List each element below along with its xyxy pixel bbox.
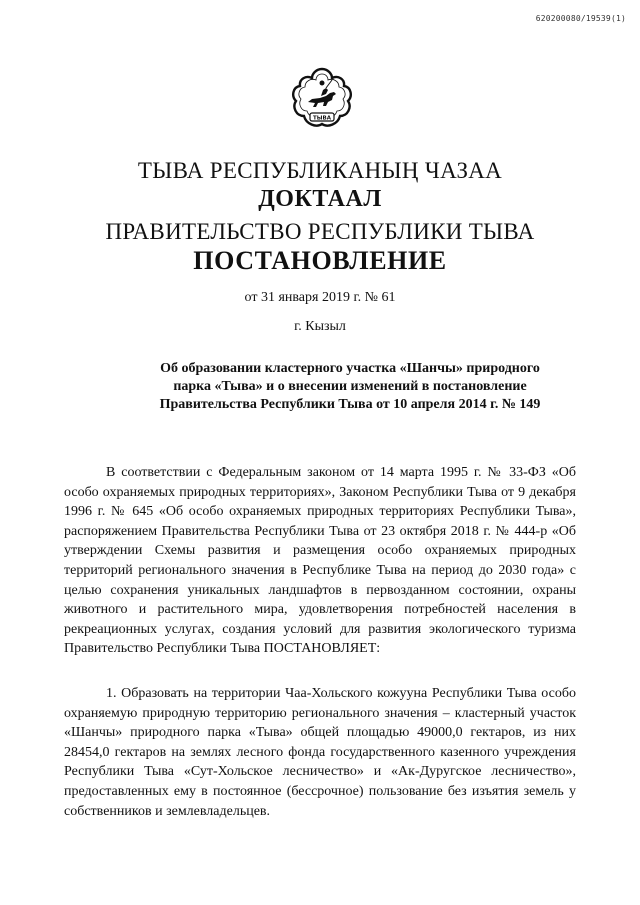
document-subject: Об образовании кластерного участка «Шанчы» природного парка «Тыва» и о внесении изменений в постановление Правительства Республики Тыва от 10 апреля 2014 г. № 149: [159, 361, 541, 412]
item-1-text: 1. Образовать на территории Чаа-Хольского кожууна Республики Тыва особо охраняемую природную территорию регионального значения – кластерный участок «Шанчы» природного парка «Тыва» общей площадью 49000,0 гектаров, из них 28454,0 гектаров на землях лесного фонда государственного казенного учреждения Республики Тыва «Сут-Хольское лесничество» и «Ак-Дуругское лесничество», предоставленных ему в постоянное (бессрочное) пользование без изъятия земель у собственников и землевладельцев.: [64, 686, 576, 819]
russian-government-title: ПРАВИТЕЛЬСТВО РЕСПУБЛИКИ ТЫВА: [105, 219, 535, 244]
item-1-paragraph: [64, 684, 576, 821]
preamble-text: В соответствии с Федеральным законом от 14 марта 1995 г. № 33-ФЗ «Об особо охраняемых природных территориях», Законом Республики Тыва от 9 декабря 1996 г. № 645 «Об особо охраняемых природных территориях Республики Тыва», распоряжением Правительства Республики Тыва от 23 октября 2018 г. № 444-р «Об утверждении Схемы развития и размещения особо охраняемых природных территорий регионального значения в Республике Тыва на период до 2030 года» с целью сохранения уникальных ландшафтов в первозданном состоянии, охраны животного и растительного мира, удовлетворения потребностей населения в рекреационных услугах, создания условий для развития экологического туризма Правительство Республики Тыва ПОСТАНОВЛЯЕТ:: [64, 465, 576, 657]
preamble-paragraph: [64, 463, 576, 659]
russian-document-type: ПОСТАНОВЛЕНИЕ: [193, 246, 447, 275]
document-date: от 31 января 2019 г. № 61: [244, 290, 396, 305]
tuvan-government-title: ТЫВА РЕСПУБЛИКАНЫҢ ЧАЗАА: [137, 158, 503, 183]
tuva-coat-of-arms-icon: [290, 66, 354, 132]
document-number: 620200080/19539(1): [535, 14, 626, 23]
tuvan-document-type: ДОКТААЛ: [258, 186, 382, 212]
emblem-ribbon-text: ТЫВА: [313, 115, 331, 122]
document-city: г. Кызыл: [294, 319, 346, 334]
